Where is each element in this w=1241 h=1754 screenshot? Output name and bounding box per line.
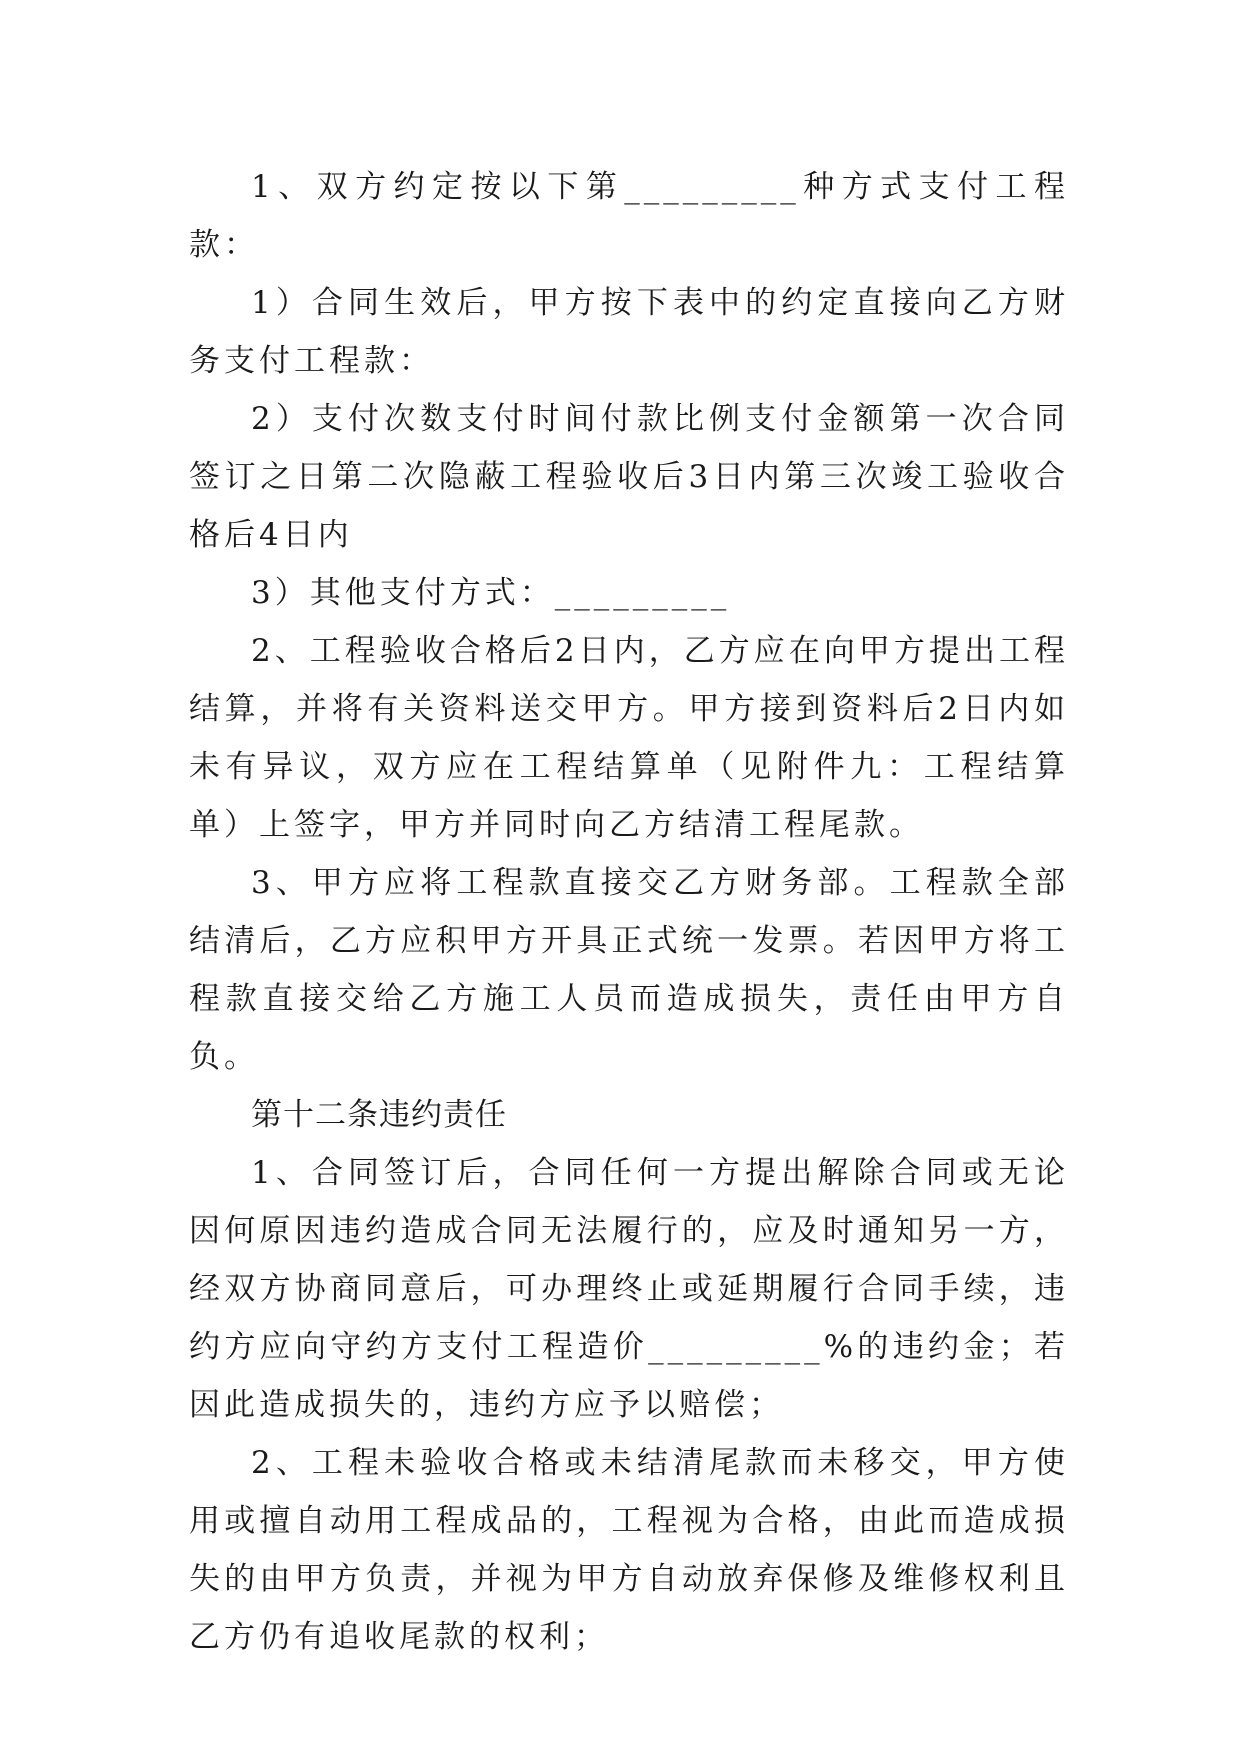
document-body xyxy=(189,158,1069,1666)
paragraph-payment-option-1: 1）合同生效后，甲方按下表中的约定直接向乙方财务支付工程款： xyxy=(189,285,1069,379)
paragraph-payment-option-2: 2）支付次数支付时间付款比例支付金额第一次合同签订之日第二次隐蔽工程验收后3日内第三次竣工验收合格后4日内 xyxy=(189,401,1069,553)
paragraph-breach-unaccepted-use: 2、工程未验收合格或未结清尾款而未移交，甲方使用或擅自动用工程成品的，工程视为合格，由此而造成损失的由甲方负责，并视为甲方自动放弃保修及维修权利且乙方仍有追收尾款的权利； xyxy=(189,1445,1069,1655)
paragraph-payment-option-3: 3）其他支付方式：_________ xyxy=(251,575,731,611)
article-heading-liability: 第十二条违约责任 xyxy=(251,1097,507,1133)
paragraph-settlement: 2、工程验收合格后2日内，乙方应在向甲方提出工程结算，并将有关资料送交甲方。甲方接到资料后2日内如未有异议，双方应在工程结算单（见附件九：工程结算单）上签字，甲方并同时向乙方结清工程尾款。 xyxy=(189,633,1069,843)
paragraph-finance-invoice: 3、甲方应将工程款直接交乙方财务部。工程款全部结清后，乙方应积甲方开具正式统一发票。若因甲方将工程款直接交给乙方施工人员而造成损失，责任由甲方自负。 xyxy=(189,865,1069,1075)
paragraph-breach-termination: 1、合同签订后，合同任何一方提出解除合同或无论因何原因违约造成合同无法履行的，应及时通知另一方，经双方协商同意后，可办理终止或延期履行合同手续，违约方应向守约方支付工程造价_________%的违约金；若因此造成损失的，违约方应予以赔偿； xyxy=(189,1155,1069,1423)
paragraph-payment-method: 1、双方约定按以下第_________种方式支付工程款： xyxy=(189,169,1069,263)
